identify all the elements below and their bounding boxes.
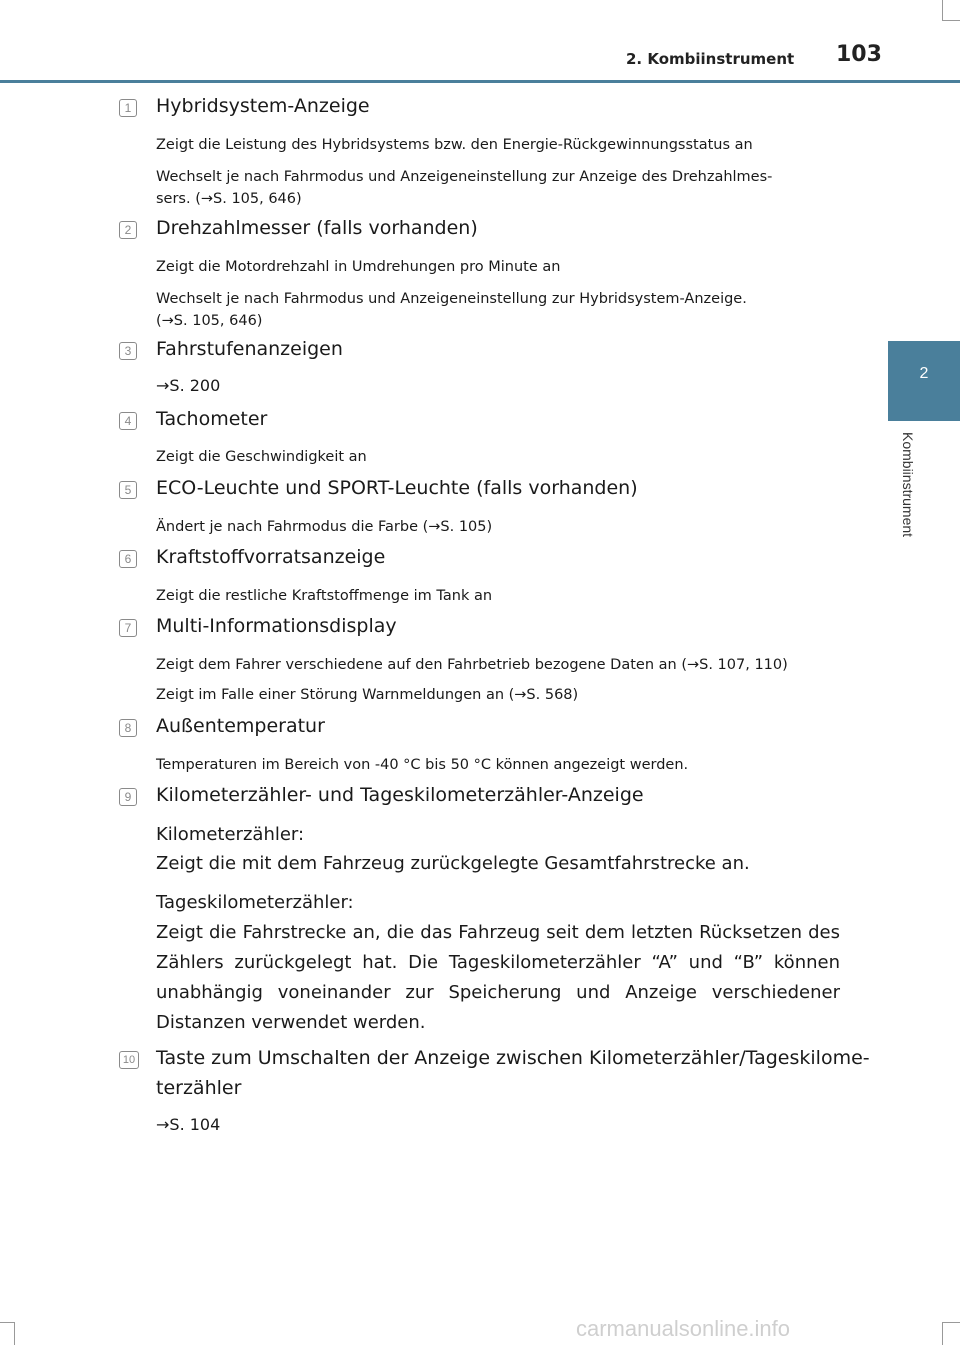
item-title: Außentemperatur bbox=[156, 715, 325, 737]
item-number-badge: 8 bbox=[119, 719, 137, 737]
crop-mark bbox=[942, 1322, 960, 1323]
item-desc: Zeigt die Fahrstrecke an, die das Fahrzeug seit dem letzten Rücksetzen des Zählers zurückgelegt hat. Die Tageskilometerzähler “A” und “B” können unabhängig voneinander zur Speicherung und Anzeige verschiedener Distanzen verwendet werden. bbox=[156, 922, 840, 1033]
chapter-tab bbox=[888, 341, 960, 421]
item-desc: Ändert je nach Fahrmodus die Farbe (→S. 105) bbox=[156, 519, 493, 535]
page-reference: →S. 104 bbox=[156, 1115, 221, 1134]
item-desc: Zeigt im Falle einer Störung Warnmeldungen an (→S. 568) bbox=[156, 687, 579, 703]
item-number-badge: 9 bbox=[119, 788, 137, 806]
item-desc: (→S. 105, 646) bbox=[156, 313, 263, 329]
crop-mark bbox=[14, 1322, 15, 1345]
item-desc: Kilometerzähler: bbox=[156, 824, 305, 845]
item-desc: Zeigt die restliche Kraftstoffmenge im Tank an bbox=[156, 588, 493, 604]
item-number-badge: 10 bbox=[119, 1051, 139, 1069]
item-desc: Temperaturen im Bereich von -40 °C bis 50 °C können angezeigt werden. bbox=[156, 757, 689, 773]
item-title: ECO-Leuchte und SPORT-Leuchte (falls vorhanden) bbox=[156, 477, 638, 499]
item-title: Taste zum Umschalten der Anzeige zwischen Kilometerzähler/Tageskilome- bbox=[156, 1047, 870, 1069]
chapter-tab-number: 2 bbox=[919, 365, 929, 382]
item-title: Drehzahlmesser (falls vorhanden) bbox=[156, 217, 478, 239]
item-title: Hybridsystem-Anzeige bbox=[156, 95, 370, 117]
watermark: carmanualsonline.info bbox=[576, 1316, 791, 1341]
item-title: Kilometerzähler- und Tageskilometerzähler-Anzeige bbox=[156, 784, 644, 806]
item-number-badge: 1 bbox=[119, 99, 137, 117]
page-number: 103 bbox=[836, 42, 882, 67]
item-number-badge: 2 bbox=[119, 221, 137, 239]
item-desc: Wechselt je nach Fahrmodus und Anzeigeneinstellung zur Hybridsystem-Anzeige. bbox=[156, 291, 747, 307]
chapter-side-label: Kombiinstrument bbox=[900, 432, 916, 538]
item-desc: Zeigt die mit dem Fahrzeug zurückgelegte Gesamtfahrstrecke an. bbox=[156, 853, 750, 874]
item-number-badge: 4 bbox=[119, 412, 137, 430]
page-reference: →S. 200 bbox=[156, 376, 221, 395]
item-title-continuation: terzähler bbox=[156, 1077, 242, 1099]
item-desc: Zeigt die Motordrehzahl in Umdrehungen pro Minute an bbox=[156, 259, 561, 275]
item-title: Multi-Informationsdisplay bbox=[156, 615, 397, 637]
item-title: Kraftstoffvorratsanzeige bbox=[156, 546, 386, 568]
item-desc: Wechselt je nach Fahrmodus und Anzeigeneinstellung zur Anzeige des Drehzahlmes- bbox=[156, 169, 773, 185]
item-desc: Tageskilometerzähler: bbox=[156, 892, 354, 913]
item-desc: sers. (→S. 105, 646) bbox=[156, 191, 302, 207]
item-desc: Zeigt die Leistung des Hybridsystems bzw. den Energie-Rückgewinnungsstatus an bbox=[156, 137, 753, 153]
item-number-badge: 6 bbox=[119, 550, 137, 568]
item-desc: Zeigt die Geschwindigkeit an bbox=[156, 449, 367, 465]
crop-mark bbox=[942, 0, 943, 20]
item-title: Fahrstufenanzeigen bbox=[156, 338, 343, 360]
crop-mark bbox=[942, 20, 960, 21]
header-rule bbox=[0, 80, 960, 83]
crop-mark bbox=[942, 1322, 943, 1345]
item-number-badge: 3 bbox=[119, 342, 137, 360]
crop-mark bbox=[0, 1322, 14, 1323]
item-title: Tachometer bbox=[156, 408, 268, 430]
item-desc: Zeigt dem Fahrer verschiedene auf den Fahrbetrieb bezogene Daten an (→S. 107, 110) bbox=[156, 657, 788, 673]
item-number-badge: 7 bbox=[119, 619, 137, 637]
chapter-title: 2. Kombiinstrument bbox=[626, 50, 795, 68]
item-number-badge: 5 bbox=[119, 481, 137, 499]
